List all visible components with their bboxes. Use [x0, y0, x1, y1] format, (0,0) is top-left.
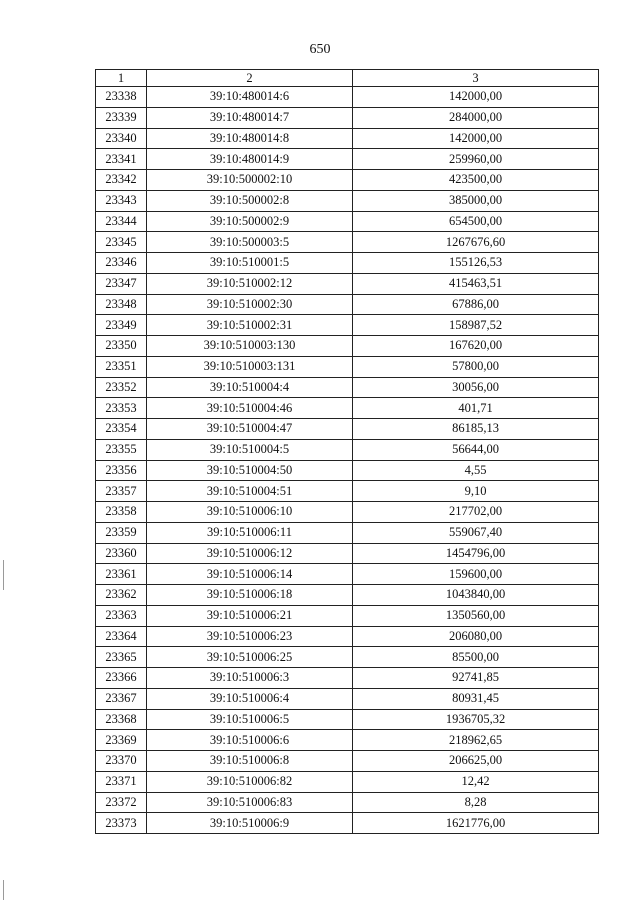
row-number-cell: 23348	[96, 294, 147, 315]
table-header-row	[96, 70, 599, 87]
row-number-cell: 23367	[96, 688, 147, 709]
cadastral-value-cell: 9,10	[353, 481, 599, 502]
row-number-cell: 23356	[96, 460, 147, 481]
table-row	[96, 564, 599, 585]
cadastral-number-cell: 39:10:510006:18	[147, 585, 353, 606]
table-header	[96, 70, 599, 87]
row-number-cell: 23338	[96, 87, 147, 108]
cadastral-value-cell: 56644,00	[353, 439, 599, 460]
table-row	[96, 605, 599, 626]
cadastral-number-cell: 39:10:510006:82	[147, 771, 353, 792]
table-row	[96, 149, 599, 170]
cadastral-value-cell: 401,71	[353, 398, 599, 419]
table-row	[96, 294, 599, 315]
cadastral-number-cell: 39:10:510006:11	[147, 522, 353, 543]
cadastral-value-cell: 1454796,00	[353, 543, 599, 564]
table-row	[96, 647, 599, 668]
table-row	[96, 709, 599, 730]
cadastral-value-cell: 1267676,60	[353, 232, 599, 253]
cadastral-number-cell: 39:10:510006:6	[147, 730, 353, 751]
cadastral-number-cell: 39:10:510006:5	[147, 709, 353, 730]
cadastral-number-cell: 39:10:510006:21	[147, 605, 353, 626]
cadastral-number-cell: 39:10:500002:10	[147, 170, 353, 191]
row-number-cell: 23341	[96, 149, 147, 170]
cadastral-number-cell: 39:10:480014:8	[147, 128, 353, 149]
cadastral-value-cell: 155126,53	[353, 253, 599, 274]
cadastral-number-cell: 39:10:510006:14	[147, 564, 353, 585]
row-number-cell: 23371	[96, 771, 147, 792]
cadastral-number-cell: 39:10:510004:4	[147, 377, 353, 398]
row-number-cell: 23355	[96, 439, 147, 460]
cadastral-value-cell: 167620,00	[353, 336, 599, 357]
row-number-cell: 23361	[96, 564, 147, 585]
cadastral-value-cell: 80931,45	[353, 688, 599, 709]
cadastral-number-cell: 39:10:510003:131	[147, 356, 353, 377]
column-header-number: 1	[96, 70, 147, 87]
cadastral-value-cell: 415463,51	[353, 273, 599, 294]
row-number-cell: 23342	[96, 170, 147, 191]
row-number-cell: 23362	[96, 585, 147, 606]
cadastral-number-cell: 39:10:500002:9	[147, 211, 353, 232]
cadastral-value-cell: 4,55	[353, 460, 599, 481]
row-number-cell: 23347	[96, 273, 147, 294]
row-number-cell: 23366	[96, 668, 147, 689]
cadastral-value-cell: 85500,00	[353, 647, 599, 668]
row-number-cell: 23339	[96, 107, 147, 128]
row-number-cell: 23359	[96, 522, 147, 543]
row-number-cell: 23357	[96, 481, 147, 502]
row-number-cell: 23354	[96, 419, 147, 440]
scan-margin-mark	[3, 560, 4, 590]
table-row	[96, 439, 599, 460]
column-header-value: 3	[353, 70, 599, 87]
cadastral-number-cell: 39:10:510002:12	[147, 273, 353, 294]
table-row	[96, 170, 599, 191]
table-row	[96, 377, 599, 398]
cadastral-value-cell: 8,28	[353, 792, 599, 813]
table-row	[96, 502, 599, 523]
cadastral-value-cell: 1350560,00	[353, 605, 599, 626]
table-row	[96, 336, 599, 357]
row-number-cell: 23358	[96, 502, 147, 523]
cadastral-value-cell: 259960,00	[353, 149, 599, 170]
scan-margin-mark	[3, 880, 4, 900]
cadastral-number-cell: 39:10:510004:46	[147, 398, 353, 419]
cadastral-number-cell: 39:10:510004:51	[147, 481, 353, 502]
cadastral-number-cell: 39:10:480014:9	[147, 149, 353, 170]
cadastral-number-cell: 39:10:510004:5	[147, 439, 353, 460]
row-number-cell: 23344	[96, 211, 147, 232]
table-row	[96, 813, 599, 834]
cadastral-number-cell: 39:10:480014:7	[147, 107, 353, 128]
cadastral-value-cell: 57800,00	[353, 356, 599, 377]
cadastral-number-cell: 39:10:510006:9	[147, 813, 353, 834]
table-row	[96, 315, 599, 336]
cadastral-number-cell: 39:10:510003:130	[147, 336, 353, 357]
row-number-cell: 23363	[96, 605, 147, 626]
cadastral-value-cell: 1621776,00	[353, 813, 599, 834]
table-row	[96, 398, 599, 419]
row-number-cell: 23345	[96, 232, 147, 253]
table-row	[96, 87, 599, 108]
row-number-cell: 23364	[96, 626, 147, 647]
cadastral-number-cell: 39:10:510006:10	[147, 502, 353, 523]
row-number-cell: 23340	[96, 128, 147, 149]
table-row	[96, 481, 599, 502]
cadastral-value-cell: 92741,85	[353, 668, 599, 689]
cadastral-value-cell: 142000,00	[353, 87, 599, 108]
page-number: 650	[309, 42, 331, 57]
table-row	[96, 107, 599, 128]
table-row	[96, 190, 599, 211]
cadastral-value-cell: 12,42	[353, 771, 599, 792]
table-row	[96, 668, 599, 689]
row-number-cell: 23353	[96, 398, 147, 419]
column-header-cadastral-number: 2	[147, 70, 353, 87]
row-number-cell: 23370	[96, 751, 147, 772]
cadastral-value-cell: 206625,00	[353, 751, 599, 772]
table-row	[96, 356, 599, 377]
cadastral-number-cell: 39:10:510006:4	[147, 688, 353, 709]
cadastral-number-cell: 39:10:510006:25	[147, 647, 353, 668]
table-row	[96, 419, 599, 440]
cadastral-number-cell: 39:10:510002:30	[147, 294, 353, 315]
cadastral-number-cell: 39:10:510004:47	[147, 419, 353, 440]
row-number-cell: 23349	[96, 315, 147, 336]
cadastral-value-cell: 67886,00	[353, 294, 599, 315]
row-number-cell: 23368	[96, 709, 147, 730]
table-row	[96, 543, 599, 564]
row-number-cell: 23369	[96, 730, 147, 751]
table-row	[96, 585, 599, 606]
row-number-cell: 23360	[96, 543, 147, 564]
cadastral-value-cell: 158987,52	[353, 315, 599, 336]
table-row	[96, 522, 599, 543]
cadastral-value-cell: 218962,65	[353, 730, 599, 751]
row-number-cell: 23343	[96, 190, 147, 211]
row-number-cell: 23373	[96, 813, 147, 834]
cadastral-value-cell: 30056,00	[353, 377, 599, 398]
table-row	[96, 232, 599, 253]
cadastral-value-cell: 423500,00	[353, 170, 599, 191]
cadastral-number-cell: 39:10:510001:5	[147, 253, 353, 274]
table-row	[96, 688, 599, 709]
cadastral-number-cell: 39:10:510002:31	[147, 315, 353, 336]
cadastral-number-cell: 39:10:480014:6	[147, 87, 353, 108]
row-number-cell: 23352	[96, 377, 147, 398]
cadastral-number-cell: 39:10:500002:8	[147, 190, 353, 211]
table-row	[96, 253, 599, 274]
table-row	[96, 273, 599, 294]
cadastral-number-cell: 39:10:510006:23	[147, 626, 353, 647]
table-row	[96, 771, 599, 792]
row-number-cell: 23351	[96, 356, 147, 377]
cadastral-value-cell: 86185,13	[353, 419, 599, 440]
row-number-cell: 23372	[96, 792, 147, 813]
cadastral-value-cell: 284000,00	[353, 107, 599, 128]
table-row	[96, 730, 599, 751]
cadastral-number-cell: 39:10:510006:83	[147, 792, 353, 813]
table-row	[96, 460, 599, 481]
row-number-cell: 23365	[96, 647, 147, 668]
table-row	[96, 751, 599, 772]
cadastral-value-cell: 159600,00	[353, 564, 599, 585]
cadastral-number-cell: 39:10:510006:12	[147, 543, 353, 564]
cadastral-value-cell: 559067,40	[353, 522, 599, 543]
cadastral-number-cell: 39:10:510004:50	[147, 460, 353, 481]
table-row	[96, 211, 599, 232]
cadastral-value-cell: 1936705,32	[353, 709, 599, 730]
table-body	[96, 87, 599, 834]
cadastral-number-cell: 39:10:510006:8	[147, 751, 353, 772]
table-row	[96, 626, 599, 647]
cadastral-number-cell: 39:10:500003:5	[147, 232, 353, 253]
table-row	[96, 792, 599, 813]
cadastral-value-cell: 1043840,00	[353, 585, 599, 606]
cadastral-value-table	[95, 69, 599, 834]
cadastral-value-cell: 217702,00	[353, 502, 599, 523]
row-number-cell: 23350	[96, 336, 147, 357]
cadastral-value-cell: 142000,00	[353, 128, 599, 149]
cadastral-value-cell: 206080,00	[353, 626, 599, 647]
cadastral-value-cell: 385000,00	[353, 190, 599, 211]
table-row	[96, 128, 599, 149]
cadastral-value-cell: 654500,00	[353, 211, 599, 232]
cadastral-number-cell: 39:10:510006:3	[147, 668, 353, 689]
row-number-cell: 23346	[96, 253, 147, 274]
